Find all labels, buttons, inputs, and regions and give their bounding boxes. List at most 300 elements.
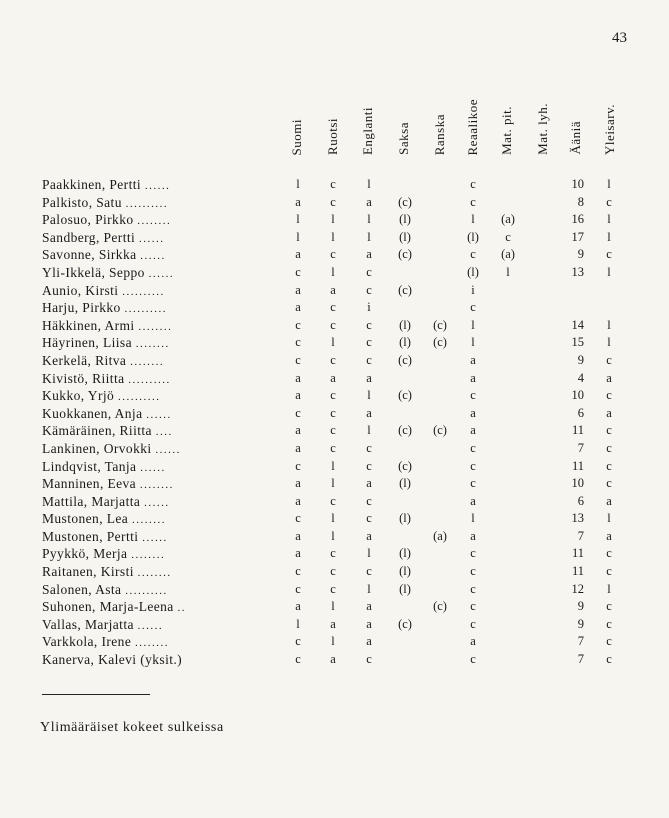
points-cell: 6: [577, 405, 584, 420]
grade-cell: [531, 528, 555, 546]
leader-dots: ........: [131, 514, 166, 527]
table-row: [0, 510, 669, 528]
leader-dots: ......: [148, 267, 175, 280]
grade-cell: c: [470, 247, 476, 262]
student-name: [42, 299, 262, 317]
grade-cell: [393, 264, 417, 282]
leader-dots: ..........: [122, 285, 165, 298]
grade-cell: l: [471, 511, 475, 526]
grade-cell: c: [470, 599, 476, 614]
grade-cell: [428, 405, 452, 423]
grade-cell: c: [295, 264, 301, 279]
grade-cell: [496, 440, 520, 458]
grade-cell: a: [295, 476, 301, 491]
grade-cell: [531, 317, 555, 335]
grade-cell: a: [330, 616, 336, 631]
student-name: [42, 422, 262, 440]
column-header-ranska: [430, 40, 450, 155]
points-cell: 11: [571, 546, 584, 561]
column-header-label: Englanti: [360, 106, 375, 155]
grade-cell: a: [470, 493, 476, 508]
grade-cell: [496, 370, 520, 388]
table-row: [0, 528, 669, 546]
grade-cell: c: [470, 300, 476, 315]
grade-cell: c: [330, 247, 336, 262]
points-cell: 9: [577, 352, 584, 367]
grade-cell: c: [295, 317, 301, 332]
student-name-text: Vallas, Marjatta: [42, 616, 134, 632]
grade-cell: a: [295, 300, 301, 315]
grade-cell: [496, 493, 520, 511]
column-header-label: Ranska: [432, 113, 447, 155]
table-row: [0, 405, 669, 423]
leader-dots: ......: [155, 443, 181, 456]
student-name: [42, 334, 262, 352]
grade-cell: (l): [399, 317, 411, 332]
grade-cell: a: [366, 599, 372, 614]
grade-cell: c: [366, 317, 372, 332]
leader-dots: ..: [177, 602, 186, 615]
overall-grade-cell: l: [607, 264, 611, 279]
student-name-text: Yli-Ikkelä, Seppo: [42, 264, 145, 280]
student-name: [42, 440, 262, 458]
grade-cell: [531, 176, 555, 194]
table-row: [0, 545, 669, 563]
leader-dots: ..........: [124, 303, 167, 316]
student-name: [42, 616, 262, 634]
grade-cell: (l): [399, 546, 411, 561]
grade-cell: [496, 299, 520, 317]
column-header-aania: [566, 40, 586, 155]
grade-cell: c: [366, 352, 372, 367]
overall-grade-cell: l: [607, 581, 611, 596]
student-name-text: Mustonen, Lea: [42, 511, 129, 527]
grade-cell: (l): [467, 264, 479, 279]
student-name: [42, 581, 262, 599]
grade-cell: [393, 633, 417, 651]
grade-cell: [531, 229, 555, 247]
grade-cell: a: [470, 405, 476, 420]
column-header-suomi: [287, 40, 307, 155]
grade-cell: c: [470, 177, 476, 191]
column-header-yleisarvosana: [600, 40, 620, 155]
grade-cell: c: [330, 388, 336, 403]
grade-cell: c: [366, 652, 372, 667]
column-header-mat-pit: [497, 40, 517, 155]
leader-dots: ......: [142, 531, 168, 544]
grade-cell: [428, 211, 452, 229]
grade-cell: [496, 581, 520, 599]
overall-grade-cell: l: [607, 229, 611, 244]
overall-grade-cell: c: [606, 458, 612, 473]
grade-cell: a: [295, 282, 301, 297]
overall-grade-cell: c: [606, 388, 612, 403]
points-cell: 15: [571, 335, 584, 350]
overall-grade-cell: a: [606, 405, 612, 420]
grade-cell: [428, 282, 452, 300]
leader-dots: ......: [140, 461, 166, 474]
grade-cell: c: [330, 352, 336, 367]
grade-cell: c: [470, 194, 476, 209]
grade-cell: [531, 264, 555, 282]
grade-cell: a: [366, 370, 372, 385]
student-name-text: Sandberg, Pertti: [42, 229, 136, 245]
student-name: [42, 651, 262, 669]
grade-cell: l: [367, 229, 371, 244]
grade-cell: [428, 299, 452, 317]
overall-grade-cell: [599, 299, 619, 317]
table-row: [0, 299, 669, 317]
grade-cell: l: [367, 546, 371, 561]
grade-cell: l: [367, 388, 371, 403]
student-name: [42, 545, 262, 563]
grade-cell: l: [471, 317, 475, 332]
grade-cell: c: [295, 405, 301, 420]
student-name: [42, 633, 262, 651]
grade-cell: c: [295, 335, 301, 350]
points-cell: 13: [571, 511, 584, 526]
points-cell: 7: [577, 634, 584, 649]
grade-cell: c: [330, 423, 336, 438]
points-cell: 7: [577, 528, 584, 543]
grade-cell: c: [470, 546, 476, 561]
grade-cell: [531, 633, 555, 651]
student-name-text: Harju, Pirkko: [42, 300, 121, 316]
grade-cell: a: [330, 652, 336, 667]
student-name: [42, 352, 262, 370]
grade-cell: c: [366, 493, 372, 508]
table-row: [0, 229, 669, 247]
points-cell: 7: [577, 440, 584, 455]
grade-cell: (c): [398, 194, 412, 209]
overall-grade-cell: c: [606, 440, 612, 455]
grade-cell: (c): [398, 423, 412, 438]
grade-cell: [393, 651, 417, 669]
table-row: [0, 264, 669, 282]
overall-grade-cell: c: [606, 352, 612, 367]
column-header-label: Ruotsi: [325, 118, 340, 155]
student-name-text: Pyykkö, Merja: [42, 546, 128, 562]
column-header-label: Saksa: [396, 122, 411, 155]
grade-cell: [531, 493, 555, 511]
overall-grade-cell: c: [606, 634, 612, 649]
grade-cell: [428, 651, 452, 669]
grade-cell: c: [470, 616, 476, 631]
points-cell: 12: [571, 581, 584, 596]
overall-grade-cell: [599, 282, 619, 300]
grade-cell: l: [331, 264, 335, 279]
grade-cell: [428, 194, 452, 212]
grade-cell: a: [295, 440, 301, 455]
grade-cell: [393, 299, 417, 317]
leader-dots: ........: [130, 355, 165, 368]
table-row: [0, 370, 669, 388]
column-header-ruotsi: [323, 40, 343, 155]
grade-cell: (l): [399, 476, 411, 491]
student-name-text: Kivistö, Riitta: [42, 370, 125, 386]
student-name: [42, 387, 262, 405]
overall-grade-cell: c: [606, 599, 612, 614]
overall-grade-cell: c: [606, 423, 612, 438]
grade-cell: (l): [399, 335, 411, 350]
grade-cell: c: [366, 564, 372, 579]
overall-grade-cell: l: [607, 511, 611, 526]
grade-cell: a: [366, 405, 372, 420]
grade-cell: c: [295, 652, 301, 667]
student-name-text: Varkkola, Irene: [42, 634, 132, 650]
grade-cell: [393, 598, 417, 616]
grade-cell: [531, 352, 555, 370]
grade-cell: l: [296, 616, 300, 631]
grade-cell: l: [367, 423, 371, 438]
leader-dots: ......: [137, 619, 164, 632]
grade-cell: [393, 440, 417, 458]
student-name: [42, 176, 262, 194]
grade-cell: a: [470, 634, 476, 649]
student-name: [42, 405, 262, 423]
grade-cell: c: [295, 511, 301, 526]
student-name-text: Salonen, Asta: [42, 581, 122, 597]
grade-cell: [428, 352, 452, 370]
grade-cell: a: [295, 388, 301, 403]
grade-cell: l: [367, 177, 371, 191]
student-name-text: Kämäräinen, Riitta: [42, 423, 152, 439]
grade-cell: [428, 440, 452, 458]
grade-cell: a: [366, 247, 372, 262]
student-name: [42, 194, 262, 212]
points-cell: 9: [577, 616, 584, 631]
student-name: [42, 510, 262, 528]
table-row: [0, 581, 669, 599]
grade-cell: [496, 651, 520, 669]
page-number: 43: [612, 30, 627, 46]
leader-dots: ........: [138, 320, 173, 333]
student-name: [42, 598, 262, 616]
grade-cell: [531, 598, 555, 616]
leader-dots: ......: [138, 232, 165, 245]
grade-cell: l: [471, 335, 475, 350]
leader-dots: ....: [155, 426, 173, 439]
column-header-mat-lyh: [533, 40, 553, 155]
points-cell: 6: [577, 493, 584, 508]
grade-cell: [496, 317, 520, 335]
column-header-label: Yleisarv.: [602, 104, 617, 155]
grade-cell: c: [330, 177, 336, 191]
grade-cell: c: [330, 300, 336, 315]
overall-grade-cell: c: [606, 616, 612, 631]
points-cell: 7: [577, 652, 584, 667]
grade-cell: [428, 510, 452, 528]
student-name: [42, 211, 262, 229]
grade-cell: [496, 510, 520, 528]
overall-grade-cell: l: [607, 335, 611, 350]
student-name: [42, 475, 262, 493]
grade-cell: [496, 422, 520, 440]
column-header-label: Ääniä: [568, 121, 583, 155]
grade-cell: l: [331, 212, 335, 227]
grade-cell: [531, 246, 555, 264]
grade-cell: c: [470, 458, 476, 473]
leader-dots: ........: [135, 637, 169, 650]
student-name-text: Lankinen, Orvokki: [42, 440, 152, 456]
student-name-text: Mattila, Marjatta: [42, 493, 141, 509]
grade-cell: l: [506, 264, 510, 279]
grade-cell: a: [470, 352, 476, 367]
table-row: [0, 475, 669, 493]
student-name: [42, 493, 262, 511]
grade-cell: [428, 563, 452, 581]
grade-cell: [531, 475, 555, 493]
student-name-text: Lindqvist, Tanja: [42, 458, 137, 474]
table-row: [0, 194, 669, 212]
grade-cell: [531, 299, 555, 317]
grade-cell: a: [295, 599, 301, 614]
table-row: [0, 334, 669, 352]
grade-cell: [393, 528, 417, 546]
grade-cell: a: [470, 423, 476, 438]
grade-cell: [531, 405, 555, 423]
points-cell: 11: [571, 564, 584, 579]
grade-cell: [531, 334, 555, 352]
grade-cell: [496, 194, 520, 212]
student-name-text: Suhonen, Marja-Leena: [42, 599, 174, 615]
overall-grade-cell: c: [606, 564, 612, 579]
grade-cell: c: [366, 458, 372, 473]
leader-dots: ........: [135, 338, 170, 351]
grade-cell: c: [330, 317, 336, 332]
grade-cell: [428, 264, 452, 282]
grade-cell: [496, 563, 520, 581]
table-row: [0, 317, 669, 335]
grade-cell: a: [470, 370, 476, 385]
grade-cell: c: [330, 581, 336, 596]
overall-grade-cell: c: [606, 247, 612, 262]
grade-cell: [496, 334, 520, 352]
grade-cell: (a): [433, 528, 447, 543]
leader-dots: ......: [140, 250, 166, 263]
grade-cell: [496, 633, 520, 651]
table-row: [0, 598, 669, 616]
grade-cell: (l): [399, 229, 411, 244]
student-name: [42, 264, 262, 282]
points-cell: 4: [577, 370, 584, 385]
grade-cell: l: [331, 476, 335, 491]
student-name-text: Häkkinen, Armi: [42, 317, 135, 333]
grade-cell: c: [330, 440, 336, 455]
overall-grade-cell: l: [607, 177, 611, 191]
grade-cell: (l): [399, 564, 411, 579]
grade-cell: a: [330, 282, 336, 297]
grades-table: [0, 176, 669, 669]
leader-dots: ......: [146, 408, 172, 421]
grade-cell: (c): [433, 599, 447, 614]
grade-cell: [496, 475, 520, 493]
grade-cell: [428, 229, 452, 247]
grade-cell: l: [367, 581, 371, 596]
points-cell: 13: [571, 264, 584, 279]
grade-cell: (c): [398, 282, 412, 297]
table-row: [0, 387, 669, 405]
column-header-englanti: [358, 40, 378, 155]
grade-cell: [496, 405, 520, 423]
table-row: [0, 176, 669, 194]
leader-dots: ........: [137, 567, 172, 580]
grade-cell: a: [366, 194, 372, 209]
student-name: [42, 229, 262, 247]
grade-cell: c: [330, 493, 336, 508]
leader-dots: ..........: [117, 391, 161, 404]
grade-cell: [496, 545, 520, 563]
grade-cell: [496, 528, 520, 546]
table-row: [0, 211, 669, 229]
column-header-label: Suomi: [289, 118, 304, 155]
grade-cell: a: [366, 634, 372, 649]
student-name: [42, 282, 262, 300]
leader-dots: ......: [144, 496, 170, 509]
grade-cell: l: [367, 212, 371, 227]
points-cell: 11: [571, 423, 584, 438]
grade-cell: c: [295, 581, 301, 596]
grade-cell: l: [331, 528, 335, 543]
grade-cell: i: [471, 282, 475, 297]
grade-cell: c: [470, 564, 476, 579]
overall-grade-cell: l: [607, 317, 611, 332]
grade-cell: [428, 633, 452, 651]
leader-dots: ........: [137, 215, 172, 228]
student-name: [42, 246, 262, 264]
grade-cell: [531, 616, 555, 634]
grade-cell: [428, 370, 452, 388]
overall-grade-cell: a: [606, 370, 612, 385]
points-cell: 9: [577, 247, 584, 262]
grade-cell: [428, 176, 452, 194]
grade-cell: (c): [398, 247, 412, 262]
grade-cell: l: [471, 212, 475, 227]
grade-cell: (c): [398, 616, 412, 631]
grade-cell: [428, 475, 452, 493]
column-header-label: Mat. lyh.: [535, 103, 550, 155]
student-name: [42, 563, 262, 581]
student-name: [42, 458, 262, 476]
points-cell: [558, 299, 584, 317]
grade-cell: a: [366, 476, 372, 491]
leader-dots: ........: [131, 549, 166, 562]
grade-cell: [428, 493, 452, 511]
points-cell: 17: [571, 229, 584, 244]
grade-cell: [496, 352, 520, 370]
table-row: [0, 440, 669, 458]
grade-cell: [531, 370, 555, 388]
grade-cell: c: [470, 652, 476, 667]
student-name: [42, 370, 262, 388]
student-name-text: Raitanen, Kirsti: [42, 564, 134, 580]
grade-cell: [531, 651, 555, 669]
grade-cell: [428, 616, 452, 634]
table-row: [0, 651, 669, 669]
table-row: [0, 352, 669, 370]
student-name-text: Mustonen, Pertti: [42, 528, 139, 544]
table-row: [0, 422, 669, 440]
grade-cell: l: [331, 634, 335, 649]
points-cell: 8: [577, 194, 584, 209]
overall-grade-cell: c: [606, 194, 612, 209]
grade-cell: c: [366, 335, 372, 350]
grade-cell: [496, 458, 520, 476]
grade-cell: a: [295, 194, 301, 209]
grade-cell: [428, 387, 452, 405]
student-name-text: Paakkinen, Pertti: [42, 177, 142, 192]
points-cell: 10: [571, 388, 584, 403]
